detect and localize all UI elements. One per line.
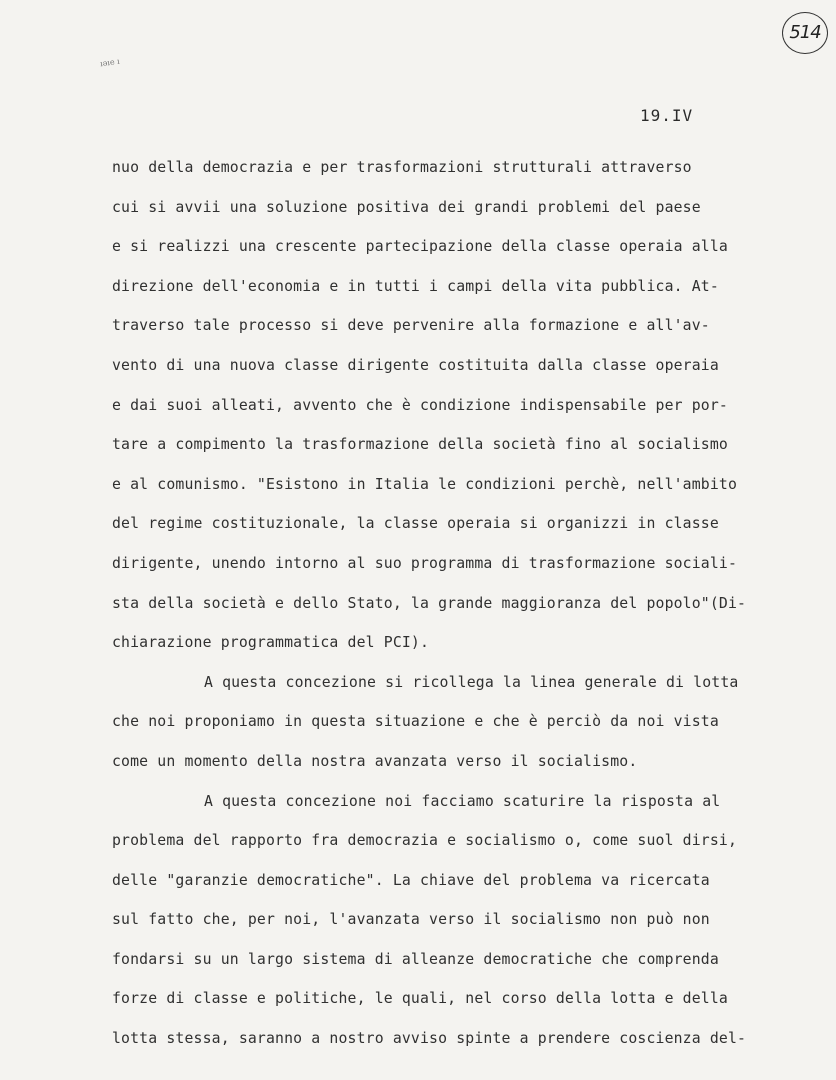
text-line: sul fatto che, per noi, l'avanzata verso il socialismo non può non: [112, 911, 710, 929]
text-line: fondarsi su un largo sistema di alleanze democratiche che comprenda: [112, 950, 719, 968]
paragraph-first-line: A questa concezione noi facciamo scaturire la risposta al: [204, 792, 721, 810]
text-line: direzione dell'economia e in tutti i campi della vita pubblica. At-: [112, 277, 719, 295]
text-line: problema del rapporto fra democrazia e socialismo o, come suol dirsi,: [112, 832, 738, 850]
text-line: come un momento della nostra avanzata verso il socialismo.: [112, 752, 638, 770]
text-line: forze di classe e politiche, le quali, nel corso della lotta e della: [112, 990, 728, 1008]
text-line: nuo della democrazia e per trasformazioni strutturali attraverso: [112, 159, 692, 176]
text-line: che noi proponiamo in questa situazione e che è perciò da noi vista: [112, 713, 719, 731]
body-text: [112, 148, 812, 1059]
text-line: vento di una nuova classe dirigente costituita dalla classe operaia: [112, 356, 719, 374]
text-line: tare a compimento la trasformazione della società fino al socialismo: [112, 436, 728, 454]
text-line: sta della società e dello Stato, la grande maggioranza del popolo"(Di-: [112, 594, 747, 612]
text-line: traverso tale processo si deve pervenire alla formazione e all'av-: [112, 317, 710, 335]
page-number: 19.IV: [640, 106, 694, 125]
paragraph-first-line: A questa concezione si ricollega la linea generale di lotta: [204, 673, 739, 691]
marginal-scribble: ıǝıe ı: [99, 56, 121, 69]
text-line: e al comunismo. "Esistono in Italia le condizioni perchè, nell'ambito: [112, 475, 738, 493]
text-line: dirigente, unendo intorno al suo programma di trasformazione sociali-: [112, 554, 738, 572]
text-line: e si realizzi una crescente partecipazione della classe operaia alla: [112, 238, 728, 256]
text-line: chiarazione programmatica del PCI).: [112, 634, 430, 652]
text-line: delle "garanzie democratiche". La chiave del problema va ricercata: [112, 871, 710, 889]
text-line: e dai suoi alleati, avvento che è condizione indispensabile per por-: [112, 396, 728, 414]
text-line: lotta stessa, saranno a nostro avviso spinte a prendere coscienza del-: [112, 1030, 747, 1048]
text-line: cui si avvii una soluzione positiva dei grandi problemi del paese: [112, 198, 701, 216]
text-line: del regime costituzionale, la classe operaia si organizzi in classe: [112, 515, 719, 533]
archive-number-stamp: 514: [782, 12, 828, 54]
